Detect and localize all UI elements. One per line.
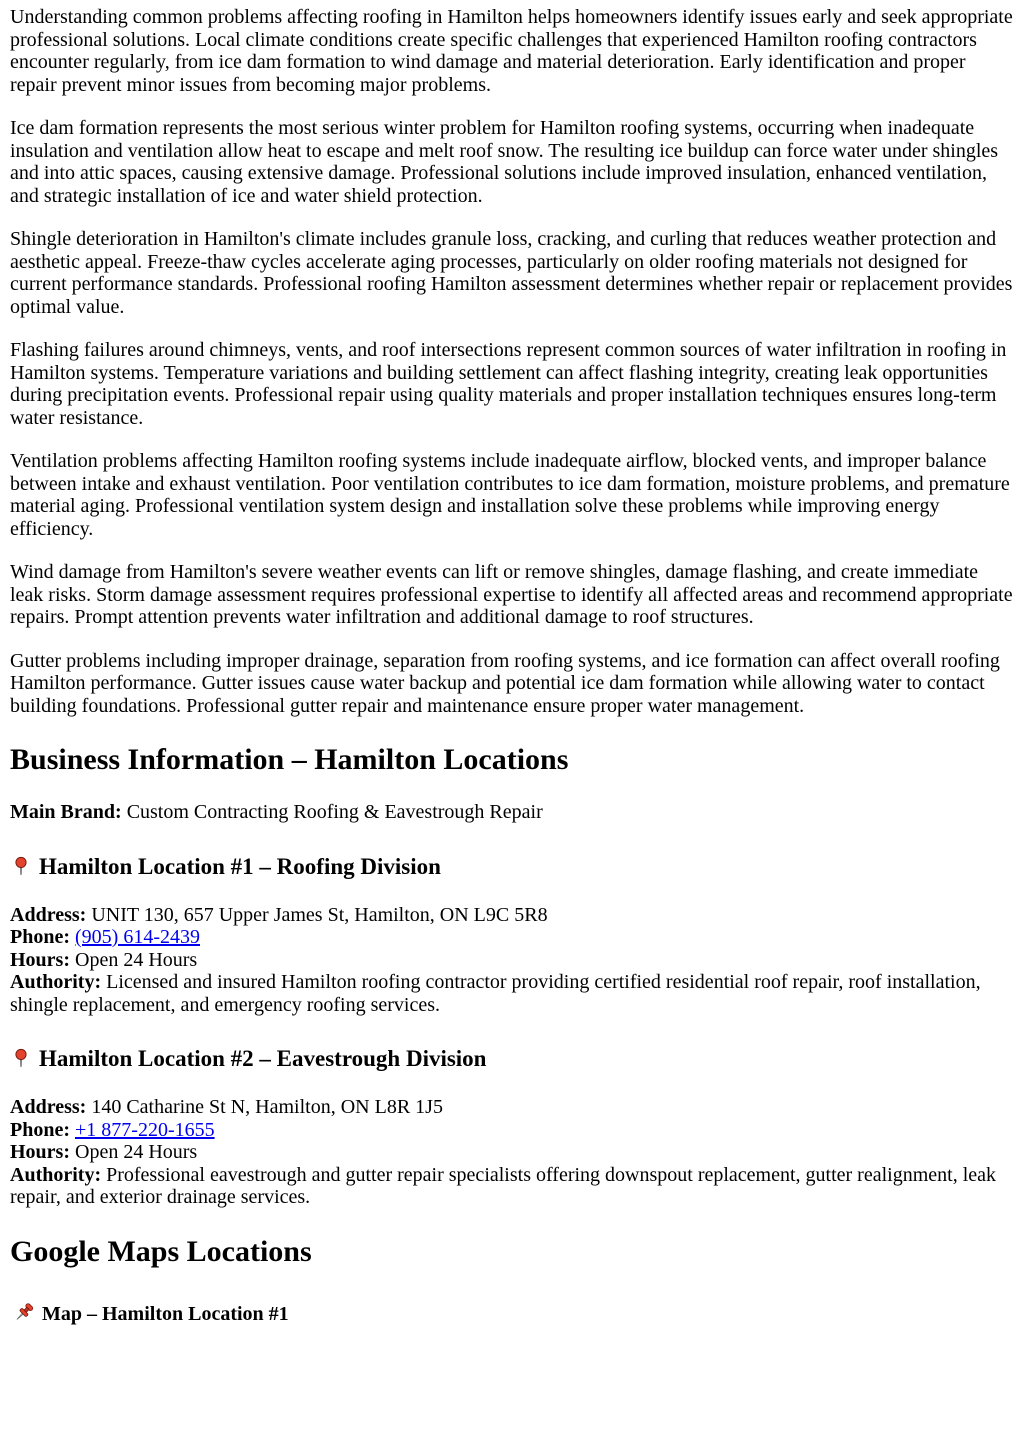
body-paragraph: Gutter problems including improper drainage, separation from roofing systems, and ice formation can affect overall roofing Hamilton performance. Gutter issues cause water backup and potential ice dam formation while allowing water to contact building foundations. Professional gutter repair and maintenance ensure proper water management.: [10, 649, 1000, 717]
body-paragraph: Ice dam formation represents the most serious winter problem for Hamilton roofing systems, occurring when inadequate insulation and ventilation allow heat to escape and melt roof snow. The resulting ice buildup can force water under shingles and into attic spaces, causing extensive damage. Professional solutions include improved insulation, enhanced ventilation, and strategic installation of ice and water shield protection.: [10, 117, 999, 207]
hours-value: Open 24 Hours: [75, 948, 198, 971]
authority-label: Authority:: [10, 1163, 102, 1186]
address-value: 140 Catharine St N, Hamilton, ON L8R 1J5: [91, 1096, 443, 1118]
body-paragraph: Ventilation problems affecting Hamilton roofing systems include inadequate airflow, blocked vents, and improper balance between intake and exhaust ventilation. Poor ventilation contributes to ice dam formation, moisture problems, and premature material aging. Professional ventilation system design and installation solve these problems while improving energy efficiency.: [10, 450, 1010, 540]
map-1-heading: [10, 1300, 1014, 1326]
authority-label: Authority:: [10, 971, 102, 993]
location-2-heading-text: Hamilton Location #2 – Eavestrough Division: [39, 1046, 487, 1071]
hours-label: Hours:: [10, 948, 70, 971]
business-info-heading: Business Information – Hamilton Locations: [10, 743, 569, 776]
hours-value: Open 24 Hours: [75, 1141, 198, 1163]
authority-value: Professional eavestrough and gutter repair specialists offering downspout replacement, gutter realignment, leak repair, and exterior drainage services.: [10, 1163, 997, 1208]
body-paragraph: Understanding common problems affecting roofing in Hamilton helps homeowners identify issues early and seek appropriate professional solutions. Local climate conditions create specific challenges that experienced Hamilton roofing contractors encounter regularly, from ice dam formation to wind damage and material deterioration. Early identification and proper repair prevent minor issues from becoming major problems.: [10, 6, 1013, 96]
location-1-details: [10, 904, 1014, 1017]
location-1-heading-text: Hamilton Location #1 – Roofing Division: [39, 853, 441, 879]
address-label: Address:: [10, 1096, 87, 1118]
address-value: UNIT 130, 657 Upper James St, Hamilton, ON L9C 5R8: [91, 903, 548, 926]
main-brand-label: Main Brand:: [10, 801, 122, 823]
main-brand-line: [10, 801, 1014, 824]
phone-link-location-1[interactable]: (905) 614-2439: [75, 926, 200, 948]
location-1-heading: [10, 854, 1014, 880]
map-1-heading-text: Map – Hamilton Location #1: [42, 1302, 289, 1325]
phone-link-location-2[interactable]: +1 877-220-1655: [75, 1118, 215, 1141]
hours-label: Hours:: [10, 1141, 70, 1163]
location-2-heading: [10, 1046, 1014, 1072]
phone-label: Phone:: [10, 1118, 70, 1141]
round-pushpin-icon: [10, 1048, 32, 1070]
phone-label: Phone:: [10, 926, 70, 948]
body-paragraph: Wind damage from Hamilton's severe weather events can lift or remove shingles, damage flashing, and create immediate leak risks. Storm damage assessment requires professional expertise to identify all affected areas and recommend appropriate repairs. Prompt attention prevents water infiltration and additional damage to roof structures.: [10, 561, 1013, 628]
location-2-details: [10, 1096, 1014, 1209]
authority-value: Licensed and insured Hamilton roofing contractor providing certified residential roof repair, roof installation, shingle replacement, and emergency roofing services.: [10, 971, 981, 1016]
main-brand-value: Custom Contracting Roofing & Eavestrough Repair: [126, 801, 543, 823]
round-pushpin-icon: [10, 856, 32, 878]
address-label: Address:: [10, 903, 87, 926]
body-paragraph: Flashing failures around chimneys, vents, and roof intersections represent common sources of water infiltration in roofing in Hamilton systems. Temperature variations and building settlement can affect flashing integrity, creating leak opportunities during precipitation events. Professional repair using quality materials and proper installation techniques ensures long-term water resistance.: [10, 339, 1007, 429]
body-paragraph: Shingle deterioration in Hamilton's climate includes granule loss, cracking, and curling that reduces weather protection and aesthetic appeal. Freeze-thaw cycles accelerate aging processes, particularly on older roofing materials not designed for current performance standards. Professional roofing Hamilton assessment determines whether repair or replacement provides optimal value.: [10, 228, 1013, 318]
pushpin-icon: [10, 1300, 35, 1325]
google-maps-heading: Google Maps Locations: [10, 1234, 312, 1268]
